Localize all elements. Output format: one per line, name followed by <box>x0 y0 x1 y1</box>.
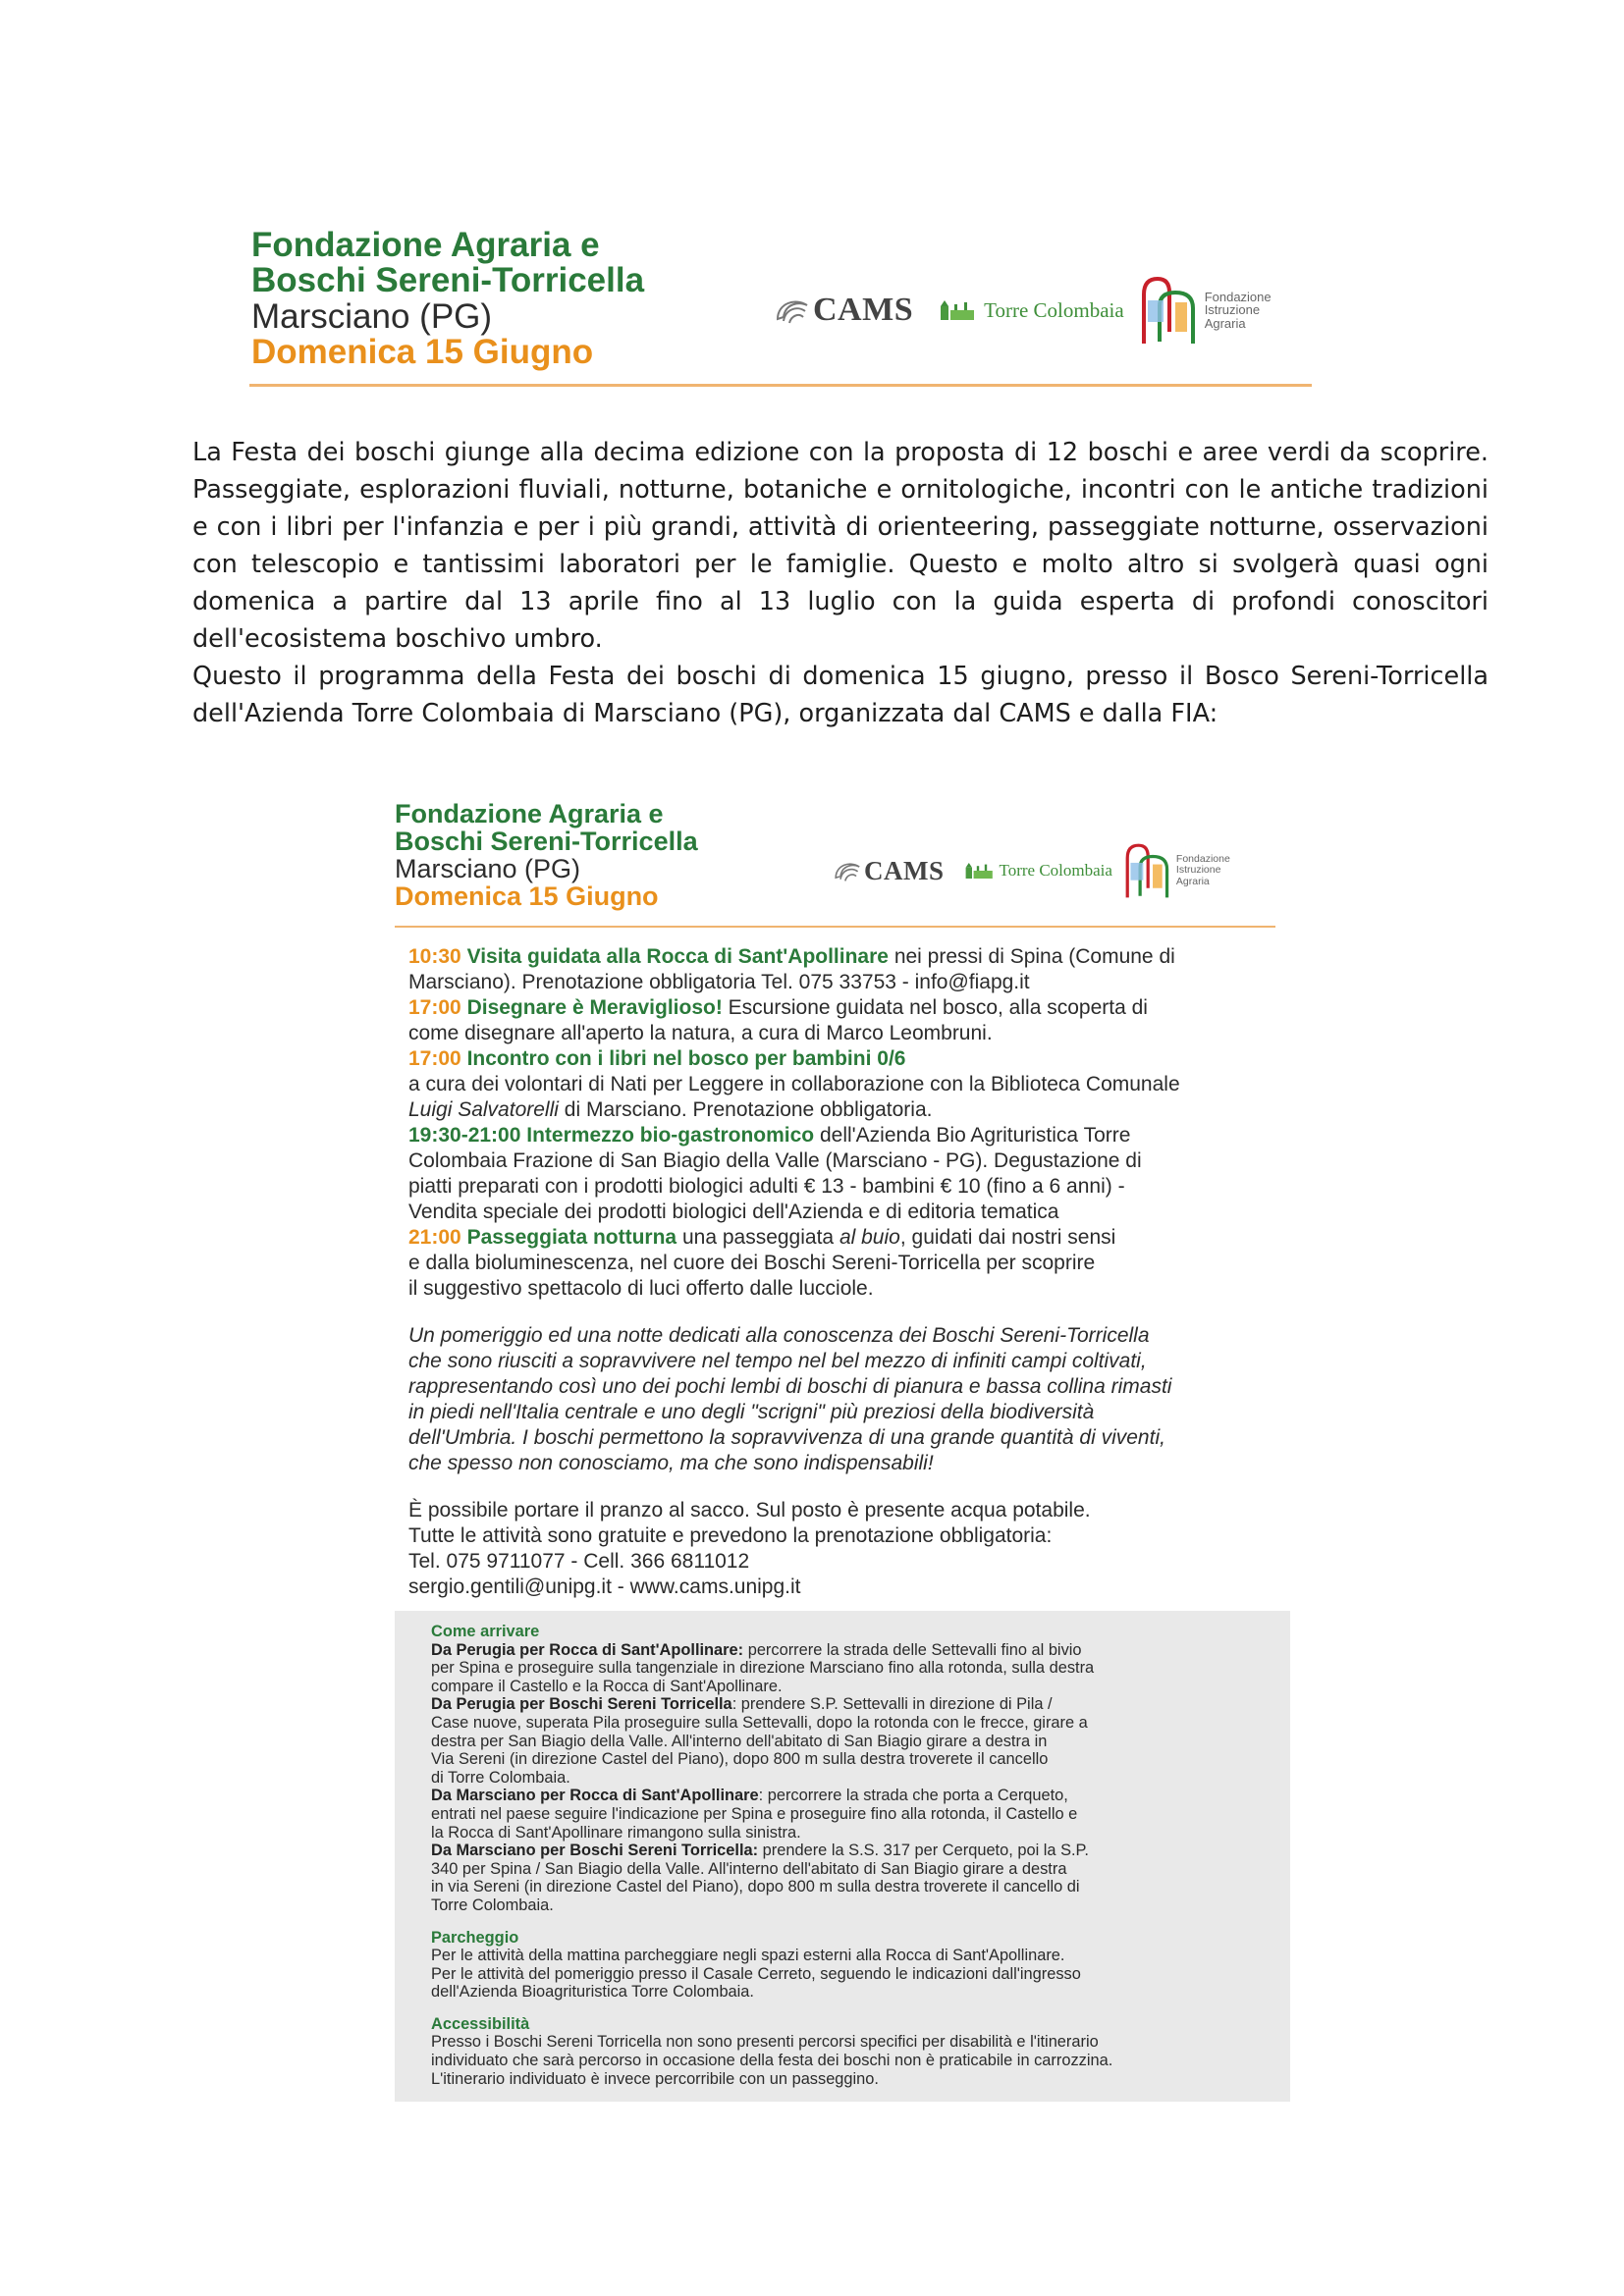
torre-label: Torre Colombaia <box>984 297 1124 322</box>
accessibility-line-2: individuato che sarà percorso in occasione della festa dei boschi non è praticabile in carrozzina. <box>431 2052 1113 2070</box>
fia-logo <box>1140 273 1272 347</box>
event-3-title: Incontro con i libri nel bosco per bambini 0/6 <box>466 1047 906 1070</box>
route-3 <box>431 1787 1256 1842</box>
info-phone: Tel. 075 9711077 - Cell. 366 6811012 <box>408 1550 750 1573</box>
event-3-name: Luigi Salvatorelli <box>408 1098 559 1121</box>
contact-info <box>408 1498 1272 1600</box>
route-4-label: Da Marsciano per Boschi Sereni Torricella: <box>431 1842 759 1860</box>
event-4-title: Intermezzo bio-gastronomico <box>526 1124 815 1147</box>
cams-logo <box>774 292 913 329</box>
event-2-text-2: come disegnare all'aperto la natura, a cura di Marco Leombruni. <box>408 1022 993 1044</box>
description-line-6: che spesso non conosciamo, ma che sono indispensabili! <box>408 1452 934 1474</box>
route-3-line-2: entrati nel paese seguire l'indicazione per Spina e proseguire fino alla rotonda, il Castello e <box>431 1804 1078 1823</box>
cams-label: CAMS <box>813 292 914 328</box>
flyer-cams-label: CAMS <box>864 855 945 885</box>
route-2-label: Da Perugia per Boschi Sereni Torricella <box>431 1695 732 1714</box>
description-line-4: in piedi nell'Italia centrale e uno degli "scrigni" più preziosi della biodiversità <box>408 1401 1095 1423</box>
flyer-torre-label: Torre Colombaia <box>999 861 1112 880</box>
parking-title: Parcheggio <box>431 1928 519 1947</box>
event-2-time: 17:00 <box>408 996 461 1019</box>
fia-text-2: Istruzione <box>1204 302 1261 318</box>
event-3-time: 17:00 <box>408 1047 461 1070</box>
event-1 <box>408 944 1272 995</box>
event-3-text: a cura dei volontari di Nati per Leggere in collaborazione con la Biblioteca Comunale <box>408 1073 1180 1095</box>
route-1-line-3: compare il Castello e la Rocca di Sant'Apollinare. <box>431 1677 783 1695</box>
event-5-text-3: il suggestivo spettacolo di luci offerto dalle lucciole. <box>408 1277 874 1300</box>
route-4 <box>431 1842 1256 1914</box>
event-4-text-4: Vendita speciale dei prodotti biologici dell'Azienda e di editoria tematica <box>408 1201 1059 1223</box>
route-1 <box>431 1641 1256 1696</box>
event-2 <box>408 995 1272 1046</box>
flyer-header-line-4: Domenica 15 Giugno <box>395 881 659 912</box>
route-2-line-3: destra per San Biagio della Valle. All'interno dell'abitato di San Biagio girare a destra in <box>431 1732 1048 1750</box>
event-5-text-c: , guidati dai nostri sensi <box>899 1226 1116 1249</box>
event-flyer <box>375 785 1298 2120</box>
directions-box <box>395 1611 1290 2102</box>
event-3-text-2: di Marsciano. Prenotazione obbligatoria. <box>564 1098 933 1121</box>
flyer-torre-logo <box>964 861 1112 881</box>
accessibility-line-3: L'itinerario individuato è invece percorribile con un passeggino. <box>431 2069 879 2088</box>
parking-line-3: dell'Azienda Bioagrituristica Torre Colombaia. <box>431 1983 754 2002</box>
event-1-text-2: Marsciano). Prenotazione obbligatoria Tel. 075 33753 - info@fiapg.it <box>408 971 1030 993</box>
program-list <box>408 944 1272 1600</box>
directions-title: Come arrivare <box>431 1623 540 1640</box>
description-line-2: che sono riusciti a sopravvivere nel tempo nel bel mezzo di infiniti campi coltivati, <box>408 1350 1147 1372</box>
tower-icon <box>939 298 978 322</box>
flyer-cams-logo <box>833 856 945 886</box>
event-5-time: 21:00 <box>408 1226 461 1249</box>
event-5-text-b: al buio <box>839 1226 900 1249</box>
flyer-fia-logo <box>1124 840 1230 901</box>
flyer-fia-text-1: Fondazione <box>1175 853 1230 866</box>
route-4-line-3: in via Sereni (in direzione Castel del Piano), dopo 800 m sulla destra troverete il cancello di <box>431 1878 1080 1896</box>
accessibility-line-1: Presso i Boschi Sereni Torricella non sono presenti percorsi specifici per disabilità e l'itinerario <box>431 2033 1099 2052</box>
route-4-line-1: prendere la S.S. 317 per Cerqueto, poi la S.P. <box>762 1842 1089 1860</box>
intro-paragraph-1: La Festa dei boschi giunge alla decima edizione con la proposta di 12 boschi e aree verdi da scoprire. Passeggiate, esplorazioni fluviali, notturne, botaniche e ornitologiche, incontri con le antiche tradizioni e con i libri per l'infanzia e per i più grandi, attività di orienteering, passeggiate notturne, osservazioni con telescopio e tantissimi laboratori per le famiglie. Questo e molto altro si svolgerà quasi ogni domenica a partire dal 13 aprile fino al 13 luglio con la guida esperta di profondi conoscitori dell'ecosistema boschivo umbro. <box>192 438 1489 654</box>
description-line-5: dell'Umbria. I boschi permettono la sopravvivenza di una grande quantità di viventi, <box>408 1426 1165 1449</box>
parking-line-1: Per le attività della mattina parcheggiare negli spazi esterni alla Rocca di Sant'Apollinare. <box>431 1947 1065 1965</box>
fia-text-3: Agraria <box>1204 315 1246 331</box>
header-line-1: Fondazione Agraria e <box>251 226 600 264</box>
fia-emblem-icon <box>1124 840 1173 901</box>
header-line-3: Marsciano (PG) <box>251 296 493 336</box>
top-logos <box>774 273 1272 347</box>
route-4-line-4: Torre Colombaia. <box>431 1896 554 1914</box>
route-3-line-1: : percorrere la strada che porta a Cerqueto, <box>758 1787 1068 1805</box>
route-1-line-1: percorrere la strada delle Settevalli fino al bivio <box>747 1640 1082 1659</box>
flyer-header-line-2: Boschi Sereni-Torricella <box>395 827 698 857</box>
parking-text <box>431 1947 1256 2002</box>
tower-icon <box>964 861 996 881</box>
event-1-title: Visita guidata alla Rocca di Sant'Apollinare <box>466 945 889 968</box>
flyer-header-line-3: Marsciano (PG) <box>395 854 581 884</box>
accessibility-text <box>431 2033 1256 2088</box>
route-2-line-1: : prendere S.P. Settevalli in direzione di Pila / <box>731 1695 1053 1714</box>
description-line-1: Un pomeriggio ed una notte dedicati alla conoscenza dei Boschi Sereni-Torricella <box>408 1324 1150 1347</box>
route-3-line-3: la Rocca di Sant'Apollinare rimangono sulla sinistra. <box>431 1823 801 1842</box>
flyer-fia-text-2: Istruzione <box>1175 864 1221 877</box>
event-2-text: Escursione guidata nel bosco, alla scoperta di <box>728 996 1148 1019</box>
route-2-line-2: Case nuove, superata Pila proseguire sulla Settevalli, dopo la rotonda con le frecce, girare a <box>431 1713 1088 1732</box>
info-line-2: Tutte le attività sono gratuite e prevedono la prenotazione obbligatoria: <box>408 1524 1053 1547</box>
event-4-time: 19:30-21:00 <box>408 1124 521 1147</box>
event-3 <box>408 1046 1272 1123</box>
event-2-title: Disegnare è Meraviglioso! <box>466 996 723 1019</box>
route-4-line-2: 340 per Spina / San Biagio della Valle. All'interno dell'abitato di San Biagio girare a destra <box>431 1859 1067 1878</box>
description-italic <box>408 1323 1272 1476</box>
event-4-text-3: piatti preparati con i prodotti biologici adulti € 13 - bambini € 10 (fino a 6 anni) - <box>408 1175 1125 1198</box>
route-1-label: Da Perugia per Rocca di Sant'Apollinare: <box>431 1640 744 1659</box>
torre-colombaia-logo <box>939 298 1124 323</box>
event-1-text: nei pressi di Spina (Comune di <box>893 945 1175 968</box>
route-2-line-5: di Torre Colombaia. <box>431 1768 570 1787</box>
flyer-divider <box>395 926 1275 928</box>
event-5-title: Passeggiata notturna <box>466 1226 677 1249</box>
event-5-text-2: e dalla bioluminescenza, nel cuore dei Boschi Sereni-Torricella per scoprire <box>408 1252 1096 1274</box>
info-email-web: sergio.gentili@unipg.it - www.cams.unipg.it <box>408 1575 801 1598</box>
event-4-text-2: Colombaia Frazione di San Biagio della Valle (Marsciano - PG). Degustazione di <box>408 1149 1142 1172</box>
flyer-header-line-1: Fondazione Agraria e <box>395 799 664 828</box>
header-divider <box>249 384 1312 387</box>
route-3-label: Da Marsciano per Rocca di Sant'Apollinare <box>431 1787 759 1805</box>
fia-emblem-icon <box>1140 273 1201 347</box>
route-2 <box>431 1695 1256 1787</box>
event-1-time: 10:30 <box>408 945 461 968</box>
header-line-4: Domenica 15 Giugno <box>251 333 594 372</box>
info-line-1: È possibile portare il pranzo al sacco. Sul posto è presente acqua potabile. <box>408 1499 1091 1522</box>
accessibility-title: Accessibilità <box>431 2014 530 2033</box>
event-5-text-a: una passeggiata <box>681 1226 835 1249</box>
cams-shell-icon <box>774 294 813 327</box>
event-4-text: dell'Azienda Bio Agrituristica Torre <box>819 1124 1131 1147</box>
route-1-line-2: per Spina e proseguire sulla tangenziale in direzione Marsciano fino alla rotonda, sulla destra <box>431 1659 1095 1678</box>
description-line-3: rappresentando così uno dei pochi lembi di boschi di pianura e bassa collina rimasti <box>408 1375 1172 1398</box>
event-5 <box>408 1225 1272 1302</box>
top-header <box>251 228 644 371</box>
parking-line-2: Per le attività del pomeriggio presso il Casale Cerreto, seguendo le indicazioni dall'ingresso <box>431 1964 1081 1983</box>
intro-text <box>192 434 1489 732</box>
event-4 <box>408 1123 1272 1225</box>
route-2-line-4: Via Sereni (in direzione Castel del Piano), dopo 800 m sulla destra troverete il cancello <box>431 1750 1049 1769</box>
flyer-header <box>395 800 698 910</box>
flyer-logos <box>833 840 1230 901</box>
intro-paragraph-2: Questo il programma della Festa dei boschi di domenica 15 giugno, presso il Bosco Sereni-Torricella dell'Azienda Torre Colombaia di Marsciano (PG), organizzata dal CAMS e dalla FIA: <box>192 662 1489 728</box>
fia-text-1: Fondazione <box>1204 289 1272 304</box>
cams-shell-icon <box>833 857 864 884</box>
flyer-fia-text-3: Agraria <box>1175 875 1210 887</box>
header-line-2: Boschi Sereni-Torricella <box>251 261 645 300</box>
